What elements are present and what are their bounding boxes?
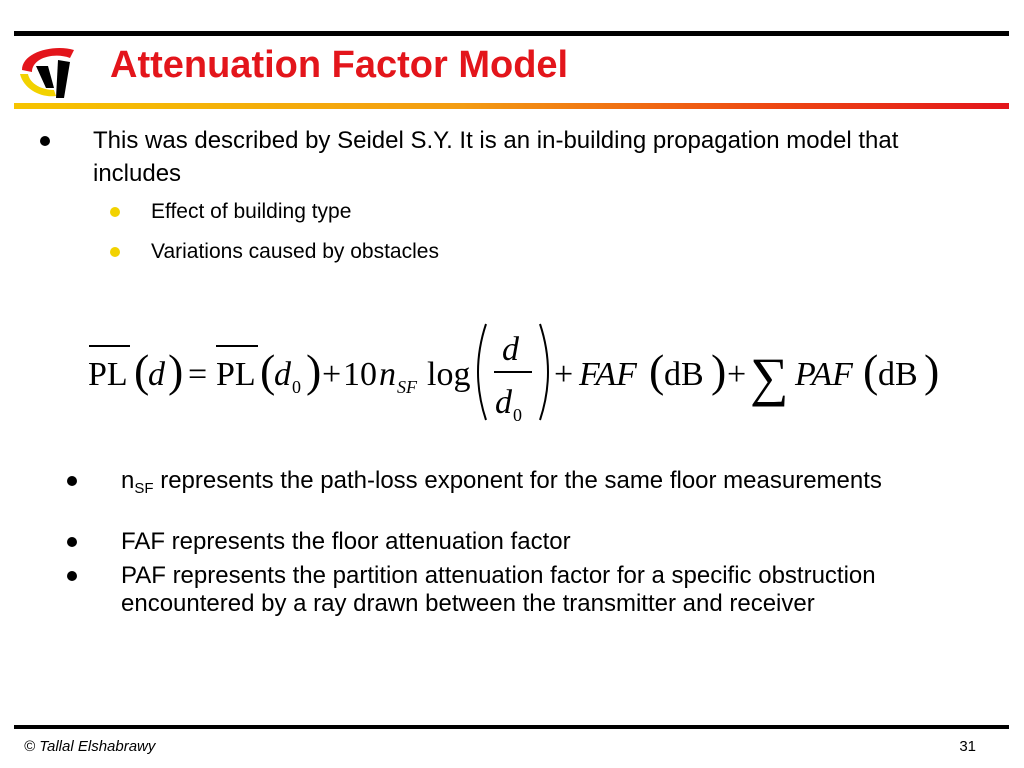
formula-paren-open: ( bbox=[649, 345, 665, 396]
definition-faf: FAF represents the floor attenuation factor bbox=[121, 528, 571, 555]
formula-n: n bbox=[379, 356, 396, 393]
sub-item-obstacles: Variations caused by obstacles bbox=[151, 240, 439, 263]
definition-nsf-text: represents the path-loss exponent for the same floor measurements bbox=[153, 467, 882, 494]
formula-paren-open: ( bbox=[134, 345, 150, 396]
bullet-dot bbox=[40, 136, 50, 146]
path-loss-formula bbox=[84, 320, 944, 425]
title-underline-bar bbox=[14, 103, 1009, 109]
formula-db: dB bbox=[664, 356, 704, 393]
bullet-dot bbox=[67, 571, 77, 581]
formula-paren-close: ) bbox=[924, 345, 940, 396]
formula-plus: + bbox=[554, 356, 574, 393]
sub-bullet-dot bbox=[110, 247, 120, 257]
formula-frac-den: d bbox=[495, 384, 512, 421]
sub-bullet-dot bbox=[110, 207, 120, 217]
definition-nsf bbox=[121, 467, 981, 495]
definition-nsf-lead: n bbox=[121, 467, 135, 494]
formula-paren-open: ( bbox=[863, 345, 879, 396]
formula-d: d bbox=[148, 356, 165, 393]
definition-paf: PAF represents the partition attenuation factor for a specific obstruction encountered by a ray drawn between the transmitter and receiver bbox=[121, 562, 876, 617]
formula-d0: d bbox=[274, 356, 291, 393]
formula-plus: + bbox=[322, 356, 342, 393]
formula-paren-close: ) bbox=[711, 345, 727, 396]
formula-equals: = bbox=[188, 356, 208, 393]
definition-nsf-sub: SF bbox=[134, 480, 154, 497]
formula-pl-ref: PL bbox=[216, 356, 256, 393]
formula-n-sub: SF bbox=[397, 377, 417, 397]
university-logo bbox=[14, 40, 84, 104]
formula-coef: 10 bbox=[343, 356, 377, 393]
formula-faf: FAF bbox=[579, 356, 637, 393]
formula-pl: PL bbox=[88, 356, 128, 393]
formula-frac-den-sub: 0 bbox=[513, 405, 522, 425]
formula-d0-sub: 0 bbox=[292, 377, 301, 397]
sub-item-building-type: Effect of building type bbox=[151, 200, 352, 223]
formula-sum: ∑ bbox=[750, 347, 789, 407]
formula-paren-open: ( bbox=[260, 345, 276, 396]
bullet-dot bbox=[67, 476, 77, 486]
formula-paf: PAF bbox=[795, 356, 853, 393]
top-rule bbox=[14, 31, 1009, 36]
bullet-dot bbox=[67, 537, 77, 547]
formula-plus: + bbox=[727, 356, 747, 393]
formula-frac-num: d bbox=[502, 331, 519, 368]
slide-title: Attenuation Factor Model bbox=[110, 44, 569, 86]
formula-paren-close: ) bbox=[168, 345, 184, 396]
page-number: 31 bbox=[959, 738, 976, 755]
formula-paren-close: ) bbox=[306, 345, 322, 396]
formula-db: dB bbox=[878, 356, 918, 393]
formula-log: log bbox=[427, 356, 471, 393]
footer-copyright: © Tallal Elshabrawy bbox=[24, 738, 156, 755]
bottom-rule bbox=[14, 725, 1009, 729]
intro-text: This was described by Seidel S.Y. It is an in-building propagation model that includes bbox=[93, 127, 899, 187]
